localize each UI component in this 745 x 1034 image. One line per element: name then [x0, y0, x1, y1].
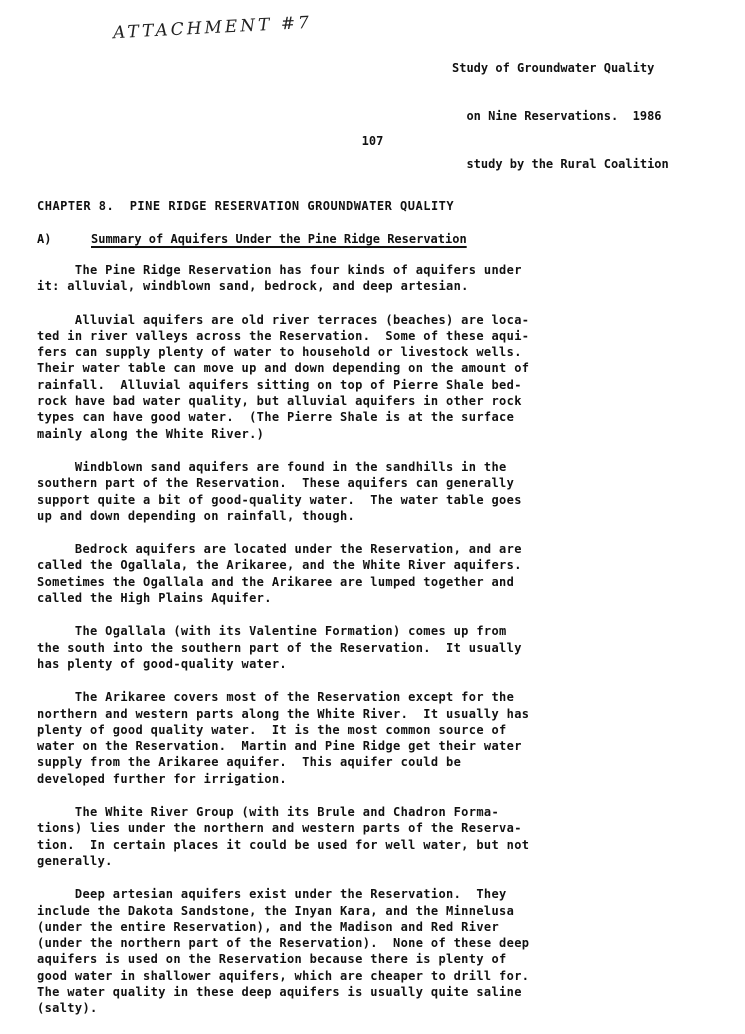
paragraph	[37, 262, 697, 295]
paragraph-line: (under the entire Reservation), and the Madison and Red River	[37, 919, 500, 934]
paragraph-line: ted in river valleys across the Reservation. Some of these aqui-	[37, 328, 530, 343]
source-note-line: Study of Groundwater Quality	[452, 61, 655, 75]
section-marker: A)	[37, 232, 52, 246]
paragraph-line: rainfall. Alluvial aquifers sitting on top of Pierre Shale bed-	[37, 377, 522, 392]
paragraph-line: northern and western parts along the White River. It usually has	[37, 706, 530, 721]
paragraph-line: aquifers is used on the Reservation because there is plenty of	[37, 952, 507, 967]
paragraph	[37, 312, 697, 442]
paragraph	[37, 886, 697, 1016]
source-note	[452, 28, 669, 188]
paragraph-line: support quite a bit of good-quality water. The water table goes	[37, 492, 522, 507]
paragraph-line: has plenty of good-quality water.	[37, 656, 287, 671]
paragraph	[37, 623, 697, 672]
page-number: 107	[361, 134, 384, 148]
document-body	[37, 262, 697, 1034]
paragraph-line: developed further for irrigation.	[37, 771, 287, 786]
paragraph-line: The Ogallala (with its Valentine Formation) comes up from	[37, 624, 507, 639]
paragraph-line: The water quality in these deep aquifers is usually quite saline	[37, 984, 522, 999]
paragraph-line: (under the northern part of the Reservation). None of these deep	[37, 936, 530, 951]
paragraph-line: Windblown sand aquifers are found in the sandhills in the	[37, 459, 507, 474]
paragraph-line: generally.	[37, 853, 113, 868]
paragraph-line: Their water table can move up and down depending on the amount of	[37, 361, 530, 376]
handwritten-annotation: ATTACHMENT #7	[112, 12, 313, 44]
paragraph-line: tions) lies under the northern and western parts of the Reserva-	[37, 821, 522, 836]
paragraph-line: (salty).	[37, 1001, 98, 1016]
paragraph	[37, 459, 697, 524]
paragraph-line: The Pine Ridge Reservation has four kinds of aquifers under	[37, 263, 522, 277]
section-title: Summary of Aquifers Under the Pine Ridge Reservation	[91, 232, 467, 246]
paragraph-line: southern part of the Reservation. These aquifers can generally	[37, 476, 515, 491]
source-note-line: study by the Rural Coalition	[452, 157, 669, 171]
paragraph	[37, 689, 697, 787]
paragraph-line: mainly along the White River.)	[37, 426, 265, 441]
paragraph-line: fers can supply plenty of water to household or livestock wells.	[37, 345, 522, 360]
paragraph-line: tion. In certain places it could be used for well water, but not	[37, 837, 530, 852]
paragraph	[37, 804, 697, 869]
paragraph-line: up and down depending on rainfall, though.	[37, 508, 356, 523]
paragraph-line: water on the Reservation. Martin and Pine Ridge get their water	[37, 739, 522, 754]
paragraph-line: rock have bad water quality, but alluvial aquifers in other rock	[37, 394, 522, 409]
paragraph-line: types can have good water. (The Pierre Shale is at the surface	[37, 410, 515, 425]
paragraph-line: Bedrock aquifers are located under the Reservation, and are	[37, 542, 522, 557]
paragraph-line: Deep artesian aquifers exist under the Reservation. They	[37, 887, 507, 902]
paragraph-line: called the High Plains Aquifer.	[37, 591, 272, 606]
paragraph-line: supply from the Arikaree aquifer. This aquifer could be	[37, 755, 462, 770]
paragraph-line: it: alluvial, windblown sand, bedrock, and deep artesian.	[37, 279, 469, 294]
paragraph-line: Sometimes the Ogallala and the Arikaree are lumped together and	[37, 574, 515, 589]
paragraph-line: The Arikaree covers most of the Reservation except for the	[37, 690, 515, 705]
paragraph-line: include the Dakota Sandstone, the Inyan Kara, and the Minnelusa	[37, 903, 515, 918]
source-note-line: on Nine Reservations. 1986	[452, 109, 662, 123]
paragraph-line: the south into the southern part of the Reservation. It usually	[37, 640, 522, 655]
paragraph-line: good water in shallower aquifers, which are cheaper to drill for.	[37, 968, 530, 983]
paragraph	[37, 541, 697, 606]
chapter-title: CHAPTER 8. PINE RIDGE RESERVATION GROUNDWATER QUALITY	[37, 199, 455, 213]
paragraph-line: The White River Group (with its Brule and Chadron Forma-	[37, 805, 500, 820]
paragraph-line: plenty of good quality water. It is the most common source of	[37, 722, 507, 737]
paragraph-line: called the Ogallala, the Arikaree, and the White River aquifers.	[37, 558, 522, 573]
paragraph-line: Alluvial aquifers are old river terraces (beaches) are loca-	[37, 312, 530, 327]
